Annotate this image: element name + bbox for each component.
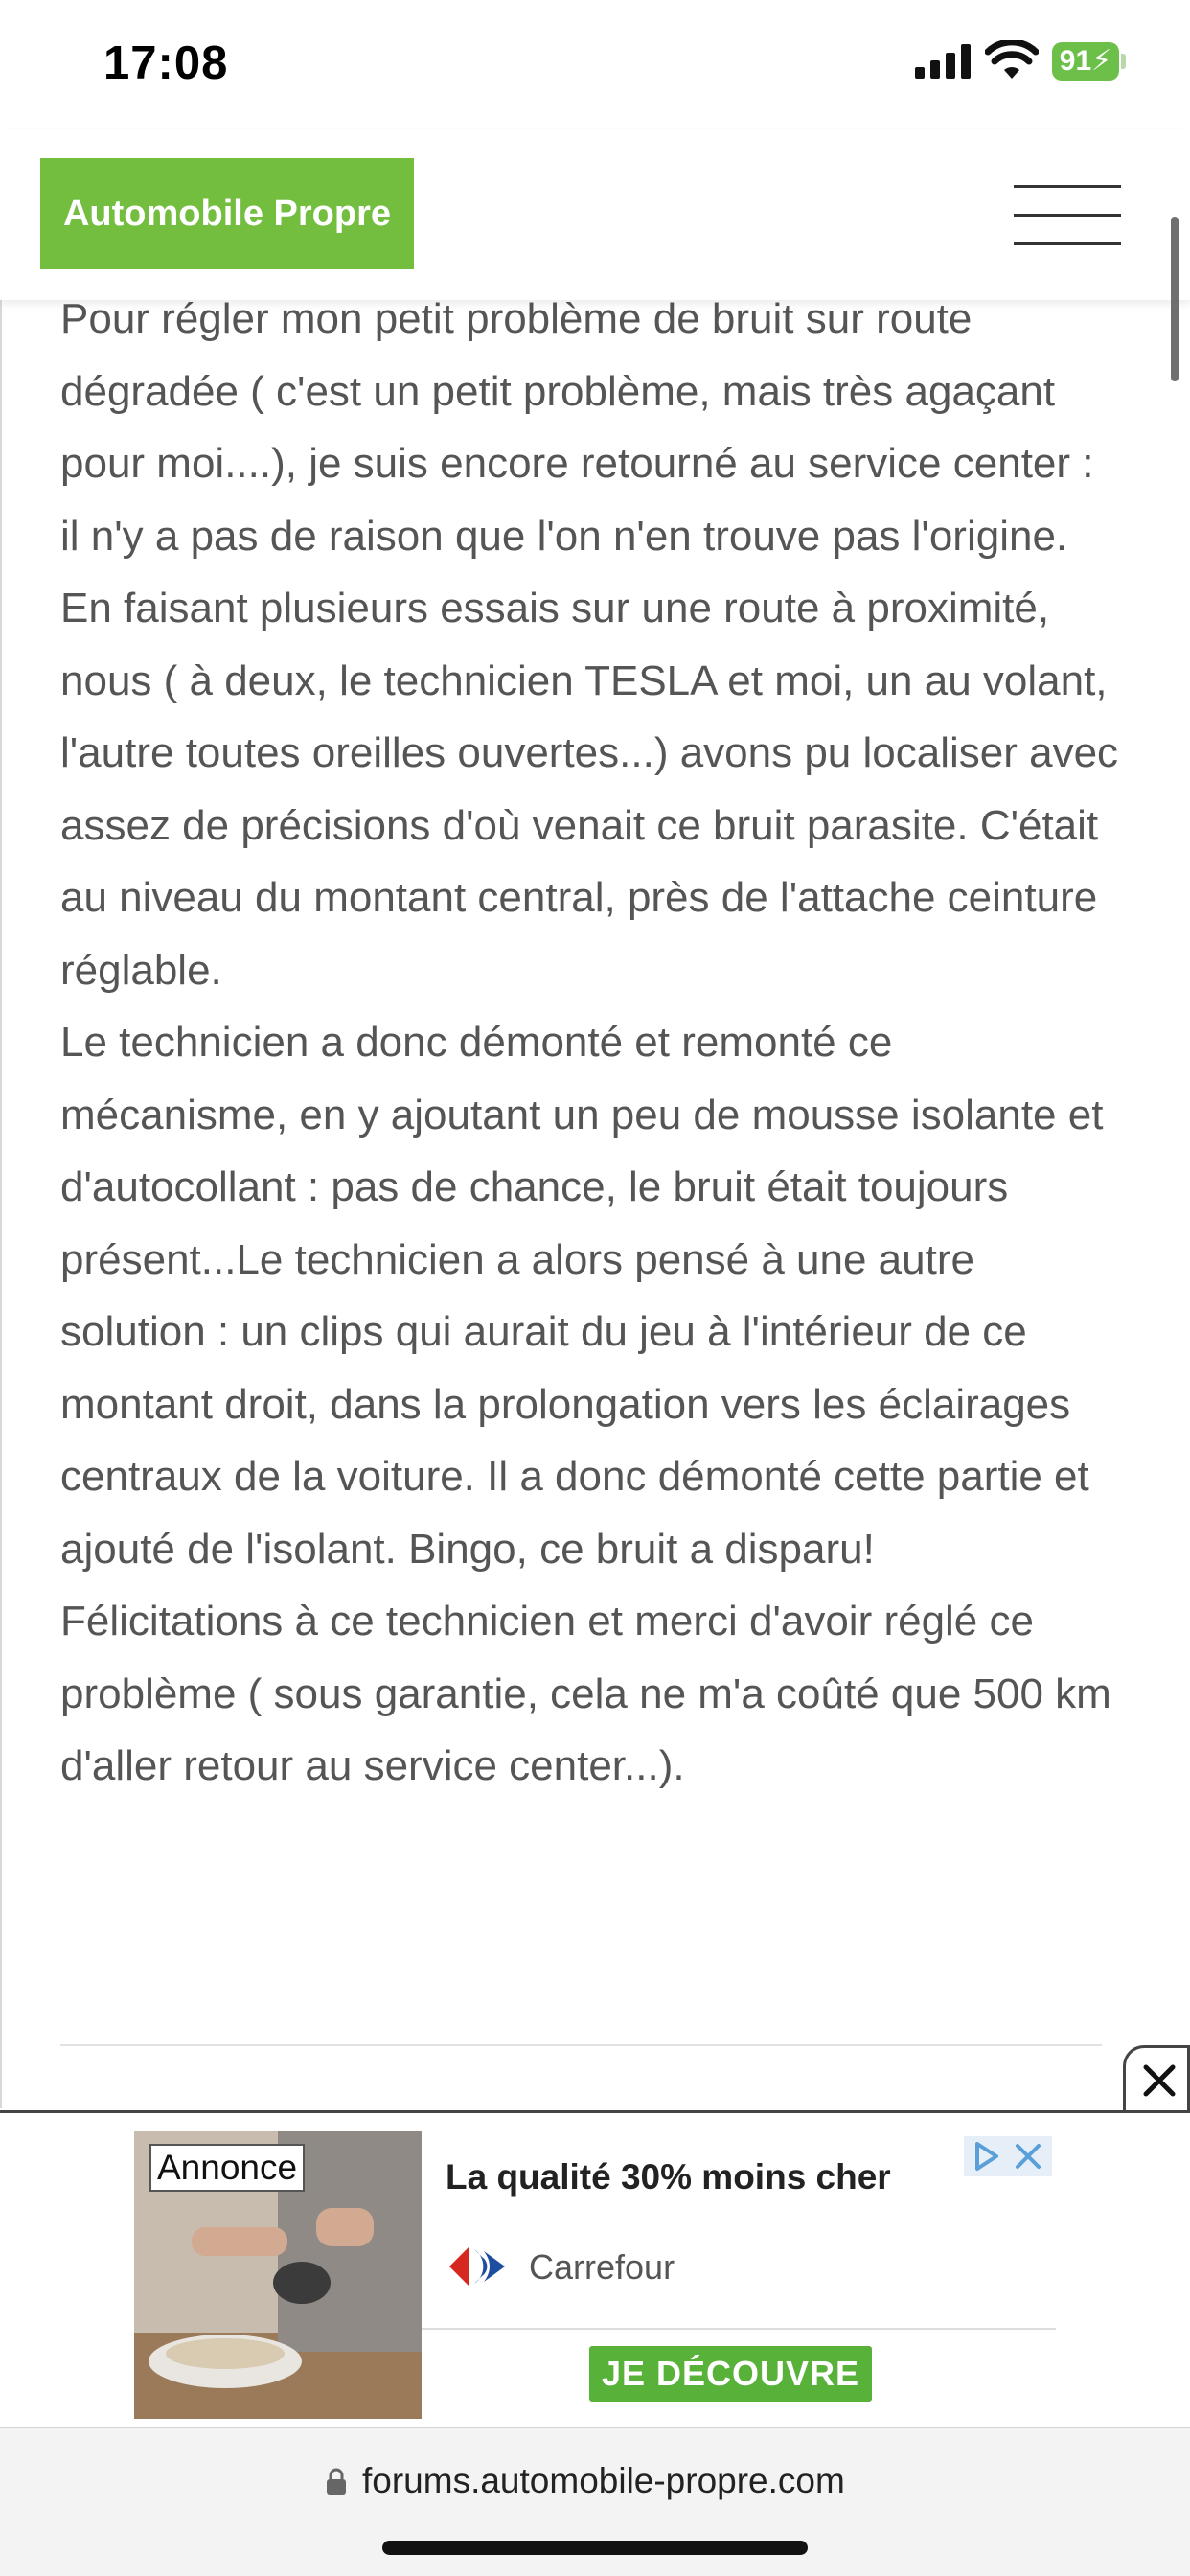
wifi-icon xyxy=(985,40,1039,80)
ad-title[interactable]: La qualité 30% moins cher xyxy=(446,2157,891,2196)
forum-post xyxy=(0,300,1190,2108)
post-paragraph: Pour régler mon petit problème de bruit sur route dégradée ( c'est un petit problème, mais très agaçant pour moi....), je suis encore retourné au service center : il n'y a pas de raison que l'on n'en trouve pas l'origine. xyxy=(60,300,1094,560)
status-time: 17:08 xyxy=(103,37,229,89)
post-paragraph: En faisant plusieurs essais sur une route à proximité, nous ( à deux, le technicien TESLA et moi, un au volant, l'autre toutes oreilles ouvertes...) avons pu localiser avec assez de précisions d'où venait ce bruit parasite. C'était au niveau du montant central, près de l'attache ceinture réglable. xyxy=(60,585,1119,994)
post-divider xyxy=(60,2044,1102,2046)
ad-banner[interactable] xyxy=(0,2110,1190,2426)
ad-choices-icon[interactable] xyxy=(964,2136,1052,2176)
site-header xyxy=(0,129,1190,300)
battery-level: 91⚡ xyxy=(1052,42,1119,80)
close-icon[interactable] xyxy=(1142,2063,1177,2098)
post-paragraph: Félicitations à ce technicien et merci d'avoir réglé ce problème ( sous garantie, cela ne m'a coûté que 500 km d'aller retour au service center...). xyxy=(60,1598,1111,1789)
post-content xyxy=(60,300,1124,1803)
ad-brand: Carrefour xyxy=(529,2247,675,2287)
signal-icon xyxy=(915,44,971,79)
home-indicator[interactable] xyxy=(382,2541,808,2555)
post-paragraph: Le technicien a donc démonté et remonté ce mécanisme, en y ajoutant un peu de mousse isolante et d'autocollant : pas de chance, le bruit était toujours présent...Le technicien a alors pensé à une autre solution : un clips qui aurait du jeu à l'intérieur de ce montant droit, dans la prolongation vers les éclairages centraux de la voiture. Il a donc démonté cette partie et ajouté de l'isolant. Bingo, ce bruit a disparu! xyxy=(60,1019,1104,1573)
site-logo[interactable]: Automobile Propre xyxy=(40,158,414,269)
lock-icon xyxy=(326,2467,347,2496)
ad-cta-button[interactable]: JE DÉCOUVRE xyxy=(589,2346,872,2402)
carrefour-logo-icon xyxy=(446,2243,513,2289)
url-text[interactable]: forums.automobile-propre.com xyxy=(362,2461,845,2500)
ad-label: Annonce xyxy=(149,2144,305,2192)
page-scrollbar[interactable] xyxy=(1171,217,1179,381)
status-bar xyxy=(0,0,1190,129)
ad-close-button[interactable] xyxy=(1123,2045,1190,2110)
ad-separator xyxy=(422,2328,1056,2330)
hamburger-menu-icon[interactable] xyxy=(1014,185,1121,246)
battery-charging-icon xyxy=(1052,42,1127,80)
